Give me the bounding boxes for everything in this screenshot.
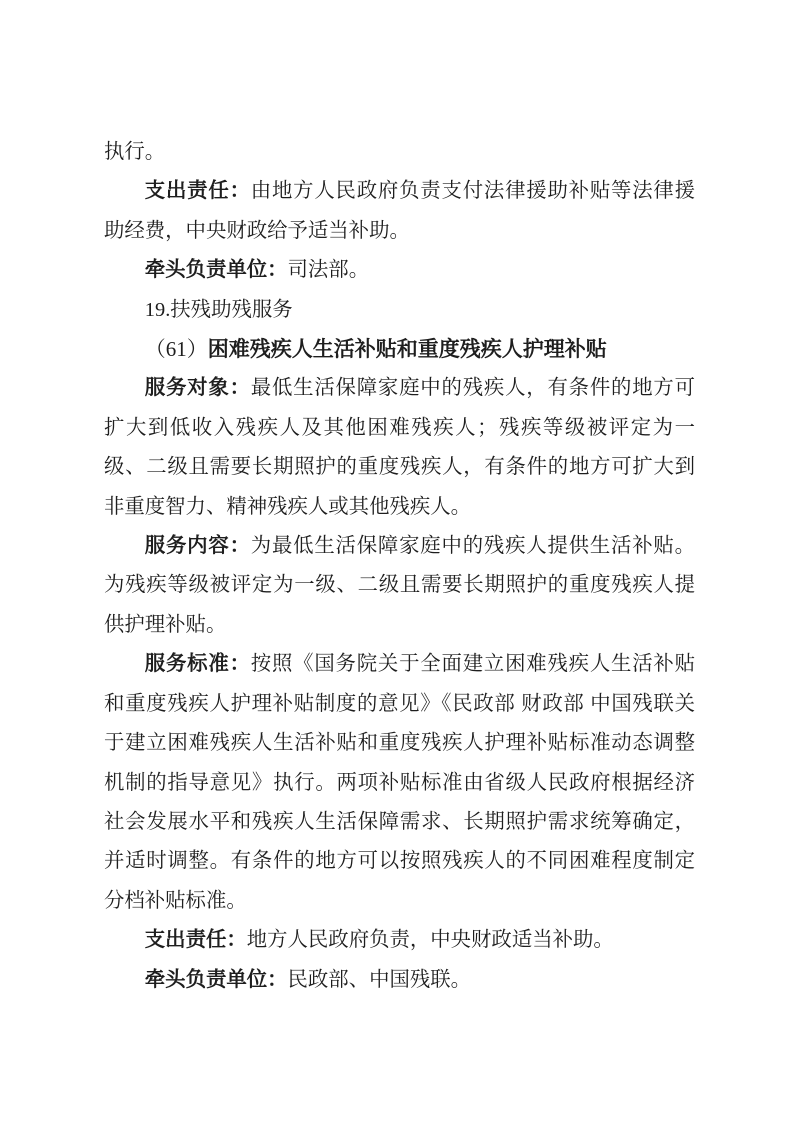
expenditure-responsibility-paragraph [104,172,695,251]
paragraph-text: 司法部。 [287,259,370,282]
paragraph-text: 最低生活保障家庭中的残疾人，有条件的地方可扩大到低收入残疾人及其他困难残疾人；残疾等级被评定为一级、二级且需要长期照护的重度残疾人，有条件的地方可扩大到非重度智力、精神残疾人或其他残疾人。 [104,377,696,518]
paragraph-label: 服务内容： [144,535,251,558]
service-content-paragraph [104,527,695,645]
paragraph-text: 由地方人民政府负责支付法律援助补贴等法律援助经费，中央财政给予适当补助。 [104,180,696,242]
continuation-paragraph [104,133,695,172]
paragraph-label: 服务对象： [144,377,251,400]
paragraph-text: 19.扶残助残服务 [144,298,293,321]
heading-number: （61） [144,337,208,362]
item-61-heading [104,330,695,369]
paragraph-text: 地方人民政府负责，中央财政适当补助。 [246,929,614,952]
paragraph-text: 执行。 [104,141,166,163]
paragraph-label: 牵头负责单位： [144,259,288,282]
section-item-19 [104,291,695,330]
paragraph-text: 为最低生活保障家庭中的残疾人提供生活补贴。为残疾等级被评定为一级、二级且需要长期照护的重度残疾人提供护理补贴。 [104,535,696,636]
paragraph-label: 牵头负责单位： [144,968,288,991]
heading-title: 困难残疾人生活补贴和重度残疾人护理补贴 [207,338,607,362]
service-target-paragraph [104,369,695,527]
lead-unit-paragraph-2 [104,961,695,1000]
expenditure-responsibility-paragraph-2 [104,921,695,960]
lead-unit-paragraph [104,251,695,290]
paragraph-label: 服务标准： [144,653,251,676]
paragraph-label: 支出责任： [144,929,247,952]
paragraph-label: 支出责任： [144,180,251,203]
paragraph-text: 民政部、中国残联。 [287,968,472,991]
document-body [104,133,695,1000]
paragraph-text: 按照《国务院关于全面建立困难残疾人生活补贴和重度残疾人护理补贴制度的意见》《民政部 财政部 中国残联关于建立困难残疾人生活补贴和重度残疾人护理补贴标准动态调整机制的指导意见》执行。两项补贴标准由省级人民政府根据经济社会发展水平和残疾人生活保障需求、长期照护需求统筹确定，并适时调整。有条件的地方可以按照残疾人的不同困难程度制定分档补贴标准。 [104,653,696,912]
service-standard-paragraph [104,645,695,921]
